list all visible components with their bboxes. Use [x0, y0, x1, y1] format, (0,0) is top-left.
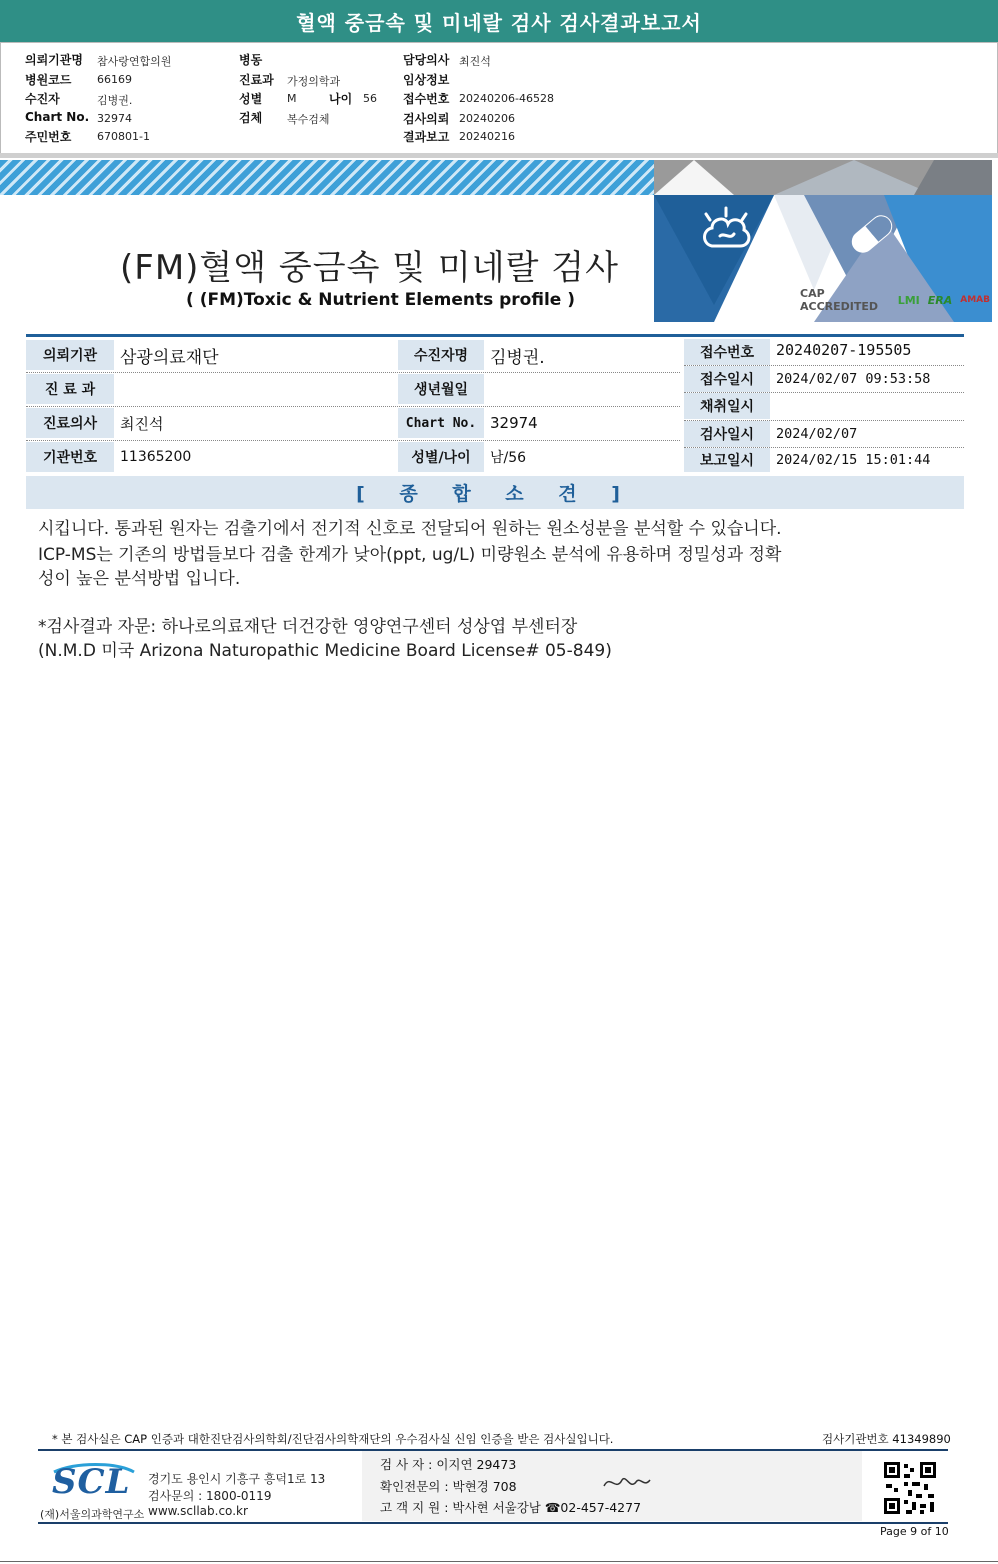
summary-hospital-label: 의뢰기관명: [25, 53, 83, 67]
summary-resident-label: 주민번호: [25, 130, 72, 144]
summary-dept-value: 가정의학과: [287, 75, 341, 88]
patient-value: 김병권.: [490, 347, 545, 368]
opinion-line-5: (N.M.D 미국 Arizona Naturopathic Medicine Board License# 05-849): [38, 641, 612, 661]
opinion-line-4: *검사결과 자문: 하나로의료재단 더건강한 영양연구센터 성상엽 부센터장: [38, 617, 578, 637]
receipt-no-value: 20240207-195505: [776, 341, 912, 359]
summary-sex-label: 성별: [239, 92, 263, 106]
sexage-label: 성별/나이: [398, 442, 484, 472]
instcode-value: 11365200: [120, 449, 192, 465]
summary-request-value: 20240206: [459, 112, 515, 125]
specialist-signature: [600, 1470, 652, 1496]
divider-strip: [0, 153, 998, 158]
report-dt-value: 2024/02/15 15:01:44: [776, 452, 931, 468]
opinion-line-2: ICP-MS는 기존의 방법들보다 검출 한계가 낮아(ppt, ug/L) 미량원소 분석에 유용하며 정밀성과 정확: [38, 545, 782, 565]
summary-specimen-label: 검체: [239, 111, 263, 125]
summary-receipt-label: 접수번호: [403, 92, 450, 106]
footer-inst-name: (재)서울의과학연구소: [40, 1508, 145, 1521]
test-dt-label: 검사일시: [684, 421, 770, 447]
report-banner-title: 혈액 중금속 및 미네랄 검사 검사결과보고서: [0, 0, 998, 42]
test-dt-value: 2024/02/07: [776, 426, 858, 442]
footer-inst-code: 검사기관번호 41349890: [822, 1432, 951, 1446]
footer-tester: 검 사 자 : 이지연 29473: [380, 1457, 517, 1472]
footer-address: 경기도 용인시 기흥구 흥덕1로 13: [148, 1472, 326, 1486]
brain-icon: [698, 206, 754, 262]
row-divider: [26, 440, 680, 441]
collect-label: 채취일시: [684, 393, 770, 419]
summary-doctor-value: 최진석: [459, 55, 491, 68]
receipt-dt-value: 2024/02/07 09:53:58: [776, 371, 931, 387]
requester-value: 삼광의료재단: [120, 347, 219, 368]
patient-summary-box: [0, 42, 998, 154]
accreditation-logos: [800, 286, 990, 314]
dept-value: [114, 374, 396, 404]
summary-hospcode-value: 66169: [97, 73, 132, 86]
opinion-line-1: 시킵니다. 통과된 원자는 검출기에서 전기적 신호로 전달되어 원하는 원소성분을 분석할 수 있습니다.: [38, 519, 782, 539]
row-divider: [684, 420, 964, 421]
row-divider: [684, 365, 964, 366]
summary-result-value: 20240216: [459, 130, 515, 143]
summary-sex-value: M: [287, 92, 297, 105]
requester-label: 의뢰기관: [26, 340, 114, 370]
opinion-line-3: 성이 높은 분석방법 입니다.: [38, 569, 241, 589]
summary-chart-value: 32974: [97, 112, 132, 125]
summary-chart-label: Chart No.: [25, 110, 90, 124]
page-number: Page 9 of 10: [880, 1525, 949, 1538]
cap-logo: CAP ACCREDITED: [800, 287, 879, 313]
summary-ward-label: 병동: [239, 53, 263, 67]
qr-code-icon: [882, 1460, 938, 1516]
summary-resident-value: 670801-1: [97, 130, 150, 143]
summary-result-label: 결과보고: [403, 130, 450, 144]
decorative-stripe-band: [0, 160, 680, 195]
scl-logo: SCL: [52, 1462, 131, 1502]
capsule-icon: [846, 210, 898, 258]
report-dt-label: 보고일시: [684, 448, 770, 472]
summary-patient-value: 김병권.: [97, 94, 133, 107]
doctor-label: 진료의사: [26, 408, 114, 438]
collect-value: [770, 393, 964, 419]
row-divider: [26, 406, 680, 407]
footer-specialist: 확인전문의 : 박현경 708: [380, 1479, 517, 1494]
summary-specimen-value: 복수검체: [287, 113, 330, 126]
summary-dept-label: 진료과: [239, 73, 274, 87]
chart-value: 32974: [490, 414, 538, 432]
summary-clinical-label: 임상정보: [403, 73, 450, 87]
footer-support: 고 객 지 원 : 박사현 서울강남 ☎02-457-4277: [380, 1500, 642, 1515]
dob-value: [484, 374, 680, 404]
receipt-no-label: 접수번호: [684, 339, 770, 365]
footer-rule-bottom: [38, 1522, 948, 1524]
summary-age-value: 56: [363, 92, 377, 105]
summary-hospital-value: 참사랑연합의원: [97, 55, 172, 68]
amab-logo: AMAB: [960, 295, 990, 305]
summary-receipt-value: 20240206-46528: [459, 92, 554, 105]
row-divider: [26, 372, 680, 373]
summary-opinion-heading: [ 종 합 소 견 ]: [26, 476, 964, 509]
patient-label: 수진자명: [398, 340, 484, 370]
instcode-label: 기관번호: [26, 442, 114, 472]
dob-label: 생년월일: [398, 374, 484, 404]
summary-patient-label: 수진자: [25, 92, 60, 106]
footer-website[interactable]: www.scllab.co.kr: [148, 1504, 248, 1518]
sexage-value: 남/56: [490, 450, 527, 466]
summary-request-label: 검사의뢰: [403, 112, 450, 126]
test-title: (FM)혈액 중금속 및 미네랄 검사: [120, 248, 619, 288]
row-divider: [684, 447, 964, 448]
lmi-logo: LMI: [897, 293, 920, 307]
footer-accreditation-note: * 본 검사실은 CAP 인증과 대한진단검사의학회/진단검사의학재단의 우수검사실 신임 인증을 받은 검사실입니다.: [52, 1432, 614, 1446]
summary-doctor-label: 담당의사: [403, 53, 450, 67]
era-logo: ERA: [927, 293, 953, 307]
summary-age-label: 나이: [329, 92, 353, 106]
row-divider: [684, 392, 964, 393]
dept-label: 진 료 과: [26, 374, 114, 404]
page-bottom-rule: [0, 1561, 998, 1562]
doctor-value: 최진석: [120, 414, 164, 433]
chart-label: Chart No.: [398, 408, 484, 438]
footer-inquiry: 검사문의 : 1800-0119: [148, 1489, 272, 1503]
receipt-dt-label: 접수일시: [684, 366, 770, 392]
summary-hospcode-label: 병원코드: [25, 73, 72, 87]
test-subtitle: ( (FM)Toxic & Nutrient Elements profile ): [186, 290, 576, 310]
